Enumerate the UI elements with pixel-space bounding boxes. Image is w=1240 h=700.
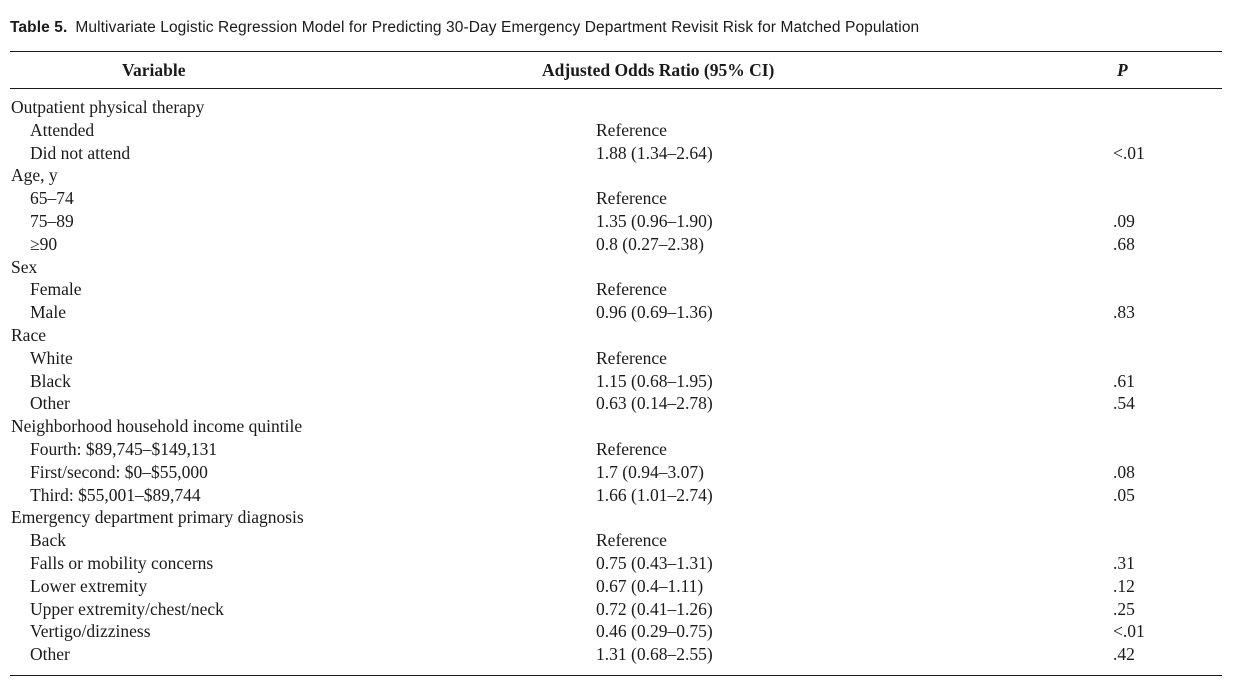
table-row — [0, 233, 1240, 256]
table-row — [0, 620, 1240, 643]
variable-cell: Lower extremity — [30, 575, 148, 596]
odds-ratio-cell: 1.35 (0.96–1.90) — [596, 210, 713, 231]
odds-ratio-cell: 0.63 (0.14–2.78) — [596, 393, 713, 414]
table-title: Multivariate Logistic Regression Model for Predicting 30-Day Emergency Department Revisit Risk for Matched Population — [75, 19, 920, 36]
table-row — [0, 370, 1240, 393]
p-value-cell: <.01 — [1113, 621, 1145, 642]
variable-cell: Vertigo/dizziness — [30, 621, 151, 642]
p-value-cell: .83 — [1113, 302, 1135, 323]
odds-ratio-cell: 0.75 (0.43–1.31) — [596, 552, 713, 573]
variable-cell: Did not attend — [30, 142, 131, 163]
group-header-row — [0, 96, 1240, 119]
table-label: Table 5. — [10, 19, 68, 36]
variable-cell: First/second: $0–$55,000 — [30, 461, 208, 482]
variable-cell: ≥90 — [30, 233, 58, 254]
group-header-row — [0, 164, 1240, 187]
variable-cell: Emergency department primary diagnosis — [11, 507, 304, 528]
odds-ratio-cell: Reference — [596, 119, 667, 140]
variable-cell: Male — [30, 302, 66, 323]
odds-ratio-cell: 1.66 (1.01–2.74) — [596, 484, 713, 505]
table-row — [0, 347, 1240, 370]
odds-ratio-cell: Reference — [596, 188, 667, 209]
variable-cell: Other — [30, 393, 70, 414]
odds-ratio-cell: Reference — [596, 438, 667, 459]
odds-ratio-cell: 0.46 (0.29–0.75) — [596, 621, 713, 642]
table-row — [0, 598, 1240, 621]
variable-cell: 65–74 — [30, 188, 74, 209]
header-odds-ratio: Adjusted Odds Ratio (95% CI) — [542, 60, 775, 80]
odds-ratio-cell: 1.31 (0.68–2.55) — [596, 644, 713, 665]
variable-cell: Falls or mobility concerns — [30, 552, 214, 573]
variable-cell: Black — [30, 370, 71, 391]
odds-ratio-cell: 1.7 (0.94–3.07) — [596, 461, 704, 482]
group-header-row — [0, 415, 1240, 438]
odds-ratio-cell: Reference — [596, 279, 667, 300]
table-body — [0, 96, 1240, 666]
p-value-cell: .54 — [1113, 393, 1135, 414]
header-variable: Variable — [122, 60, 186, 80]
odds-ratio-cell: 1.15 (0.68–1.95) — [596, 370, 713, 391]
p-value-cell: .31 — [1113, 552, 1135, 573]
odds-ratio-cell: 0.8 (0.27–2.38) — [596, 233, 704, 254]
variable-cell: Upper extremity/chest/neck — [30, 598, 224, 619]
p-value-cell: .68 — [1113, 233, 1135, 254]
table-row — [0, 461, 1240, 484]
table-row — [0, 529, 1240, 552]
variable-cell: Neighborhood household income quintile — [11, 416, 303, 437]
table-caption — [10, 19, 919, 37]
p-value-cell: .08 — [1113, 461, 1135, 482]
variable-cell: Fourth: $89,745–$149,131 — [30, 438, 218, 459]
odds-ratio-cell: 1.88 (1.34–2.64) — [596, 142, 713, 163]
variable-cell: Outpatient physical therapy — [11, 97, 205, 117]
odds-ratio-cell: 0.96 (0.69–1.36) — [596, 302, 713, 323]
table-row — [0, 575, 1240, 598]
top-rule — [10, 51, 1222, 52]
bottom-rule — [10, 675, 1222, 676]
table-row — [0, 484, 1240, 507]
table-row — [0, 438, 1240, 461]
header-rule — [10, 88, 1222, 89]
table-row — [0, 301, 1240, 324]
table-row — [0, 119, 1240, 142]
table-row — [0, 392, 1240, 415]
p-value-cell: .25 — [1113, 598, 1135, 619]
odds-ratio-cell: 0.72 (0.41–1.26) — [596, 598, 713, 619]
variable-cell: Back — [30, 530, 66, 551]
table-row — [0, 210, 1240, 233]
table-row — [0, 552, 1240, 575]
table-row — [0, 643, 1240, 666]
p-value-cell: <.01 — [1113, 142, 1145, 163]
odds-ratio-cell: Reference — [596, 347, 667, 368]
variable-cell: Sex — [11, 256, 38, 277]
group-header-row — [0, 506, 1240, 529]
variable-cell: White — [30, 347, 73, 368]
p-value-cell: .42 — [1113, 644, 1135, 665]
table-row — [0, 187, 1240, 210]
p-value-cell: .09 — [1113, 210, 1135, 231]
odds-ratio-cell: 0.67 (0.4–1.11) — [596, 575, 704, 596]
variable-cell: Age, y — [11, 165, 58, 186]
variable-cell: Other — [30, 644, 70, 665]
p-value-cell: .05 — [1113, 484, 1135, 505]
variable-cell: Attended — [30, 119, 95, 140]
header-p-value: P — [1117, 60, 1128, 80]
p-value-cell: .12 — [1113, 575, 1135, 596]
table-row — [0, 142, 1240, 165]
variable-cell: Female — [30, 279, 82, 300]
odds-ratio-cell: Reference — [596, 530, 667, 551]
variable-cell: 75–89 — [30, 210, 74, 231]
variable-cell: Race — [11, 324, 46, 345]
p-value-cell: .61 — [1113, 370, 1135, 391]
group-header-row — [0, 324, 1240, 347]
group-header-row — [0, 256, 1240, 279]
table-row — [0, 278, 1240, 301]
variable-cell: Third: $55,001–$89,744 — [30, 484, 201, 505]
